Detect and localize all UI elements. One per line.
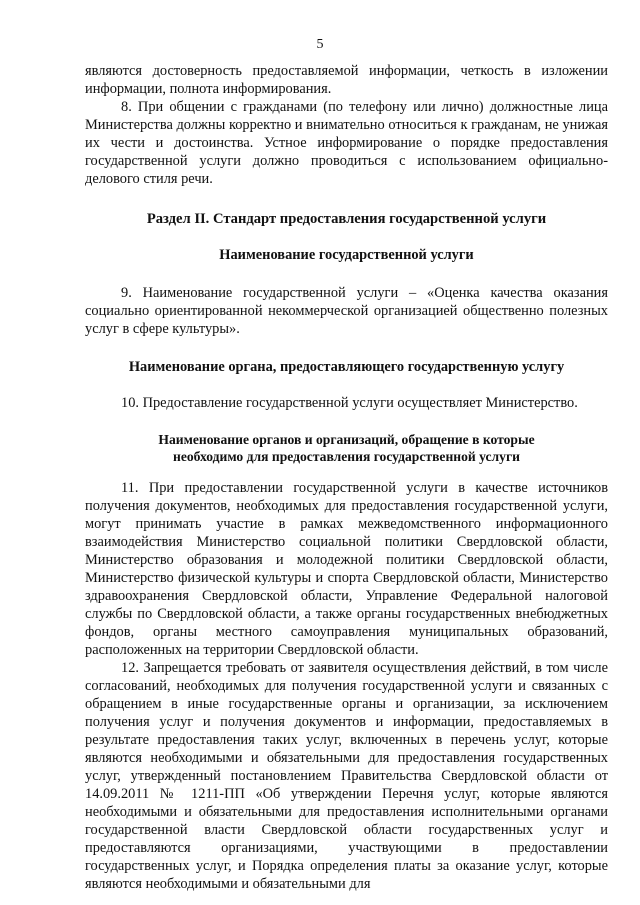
paragraph-continuation: являются достоверность предоставляемой информации, четкость в изложении информации, полнота информирования. (85, 63, 608, 97)
paragraph-11: 11. При предоставлении государственной услуги в качестве источников получения документов, необходимых для предоставления государственной услуги, могут принимать участие в рамках межведомственного информационного взаимодействия Министерство социальной политики Свердловской области, Министерство образования и молодежной политики Свердловской области, Министерство физической культуры и спорта Свердловской области, Министерство здравоохранения Свердловской области, Управление Федеральной налоговой службы по Свердловской области, а также органы государственных внебюджетных фондов, органы местного самоуправления муниципальных образований, расположенных на территории Свердловской области. (85, 480, 608, 658)
subheading-organ: Наименование органа, предоставляющего государственную услугу (128, 359, 565, 375)
section-heading: Раздел II. Стандарт предоставления государственной услуги (146, 211, 547, 227)
subheading-organizations-line-1: Наименование органов и организаций, обращение в которые (158, 432, 535, 447)
paragraph-12: 12. Запрещается требовать от заявителя осуществления действий, в том числе согласований, необходимых для получения государственной услуги и связанных с обращением в иные государственные органы и организации, за исключением получения услуг и получения документов и информации, предоставляемых в результате предоставления таких услуг, включенных в перечень услуг, которые являются необходимыми и обязательными для предоставления государственных услуг, утвержденный постановлением Правительства Свердловской области от 14.09.2011 № 1211-ПП «Об утверждении Перечня услуг, которые являются необходимыми и обязательными для предоставления исполнительными органами государственной власти Свердловской области государственных услуг и предоставляются организациями, участвующими в предоставлении государственных услуг, и Порядка определения платы за оказание услуг, которые являются необходимыми и обязательными для (85, 660, 608, 892)
paragraph-8: 8. При общении с гражданами (по телефону или лично) должностные лица Министерства должны корректно и внимательно относиться к гражданам, не унижая их чести и достоинства. Устное информирование о порядке предоставления государственной услуги должно проводиться с использованием официально-делового стиля речи. (85, 99, 608, 187)
document-body (85, 62, 608, 893)
subheading-organizations (85, 431, 608, 465)
paragraph-9: 9. Наименование государственной услуги – «Оценка качества оказания социально ориентированной некоммерческой организацией общественно полезных услуг в сфере культуры». (85, 285, 608, 337)
subheading-organizations-line-2: необходимо для предоставления государственной услуги (173, 449, 520, 464)
subheading-service-name: Наименование государственной услуги (219, 247, 474, 263)
page-number: 5 (316, 37, 324, 52)
paragraph-10: 10. Предоставление государственной услуги осуществляет Министерство. (121, 395, 578, 411)
